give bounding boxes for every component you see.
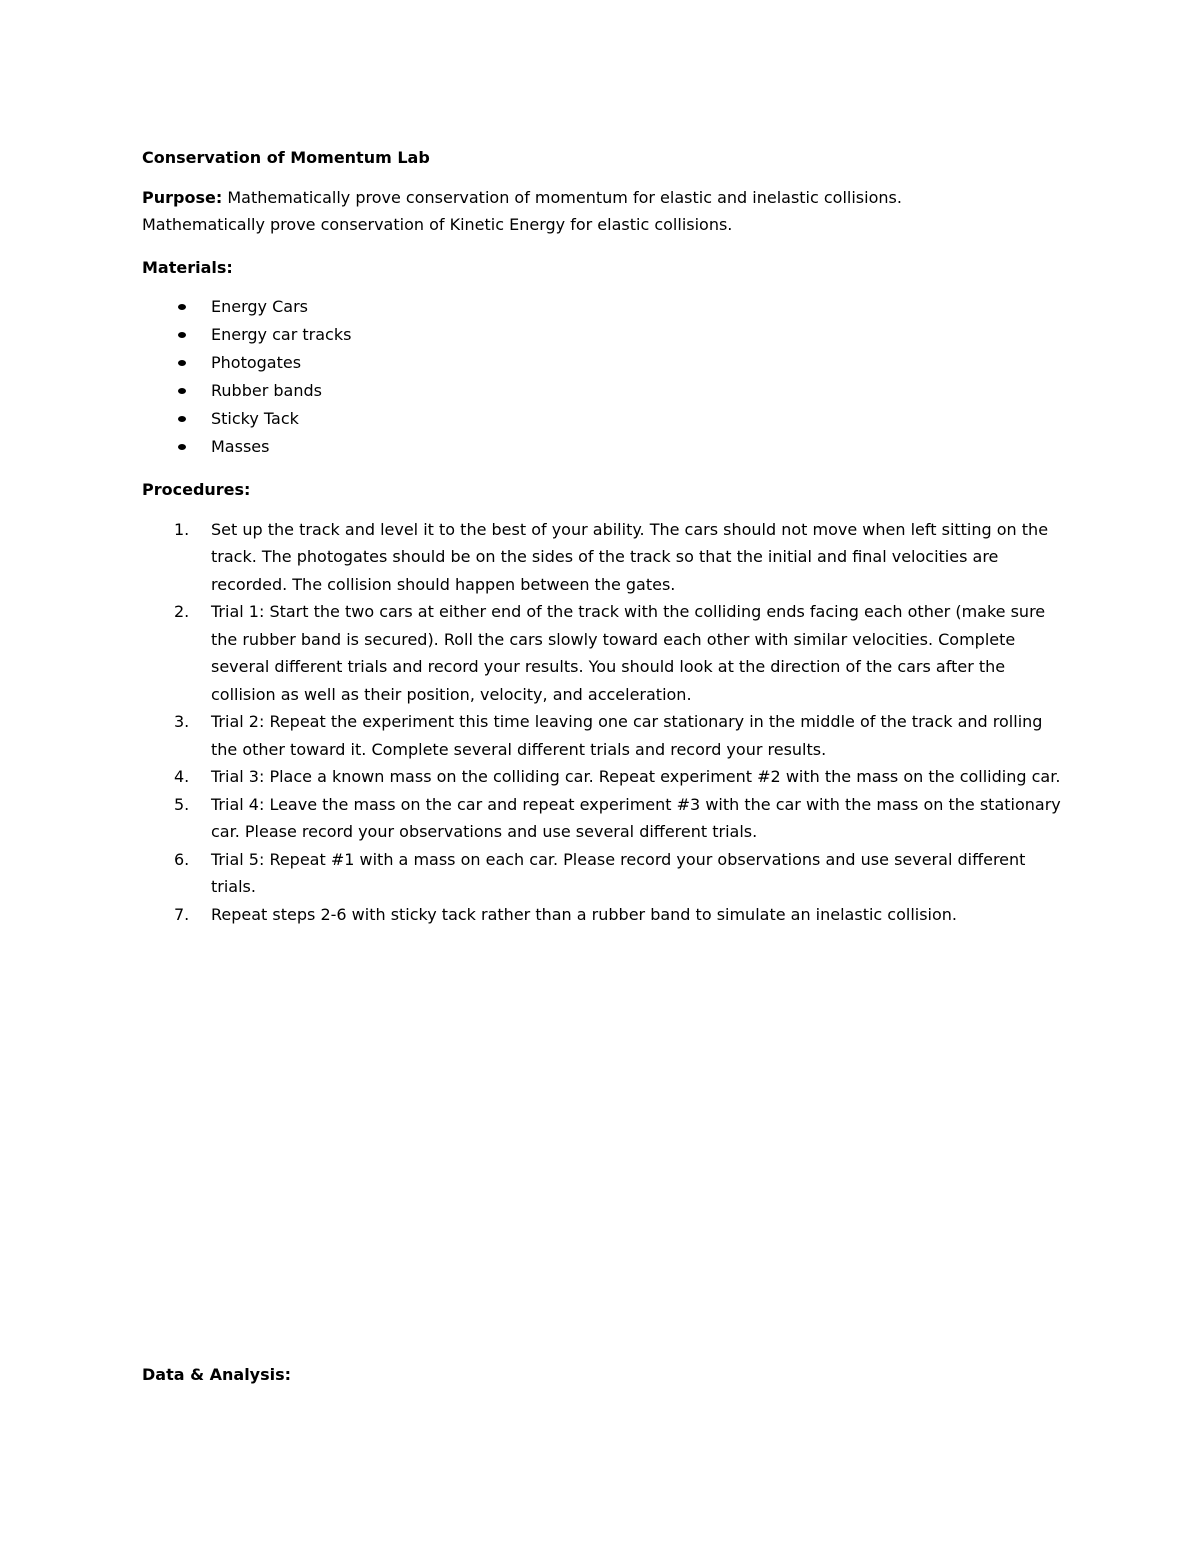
- list-item: [142, 349, 1062, 377]
- list-item: [142, 377, 1062, 405]
- bullet-icon: [178, 444, 186, 450]
- list-item: [142, 846, 1062, 901]
- list-item: [142, 293, 1062, 321]
- procedures-heading: Procedures:: [142, 480, 251, 499]
- purpose-label: Purpose:: [142, 187, 223, 207]
- list-item: [142, 433, 1062, 461]
- bullet-icon: [178, 332, 186, 338]
- step-text: Trial 4: Leave the mass on the car and repeat experiment #3 with the car with the mass on the stationary car. Please record your observations and use several different trials.: [211, 794, 1061, 841]
- step-number: 6.: [174, 849, 190, 869]
- data-analysis-heading: Data & Analysis:: [142, 1365, 292, 1384]
- material-text: Masses: [211, 437, 270, 456]
- bullet-icon: [178, 416, 186, 422]
- material-text: Sticky Tack: [211, 409, 299, 428]
- step-number: 7.: [174, 904, 190, 924]
- step-text: Trial 5: Repeat #1 with a mass on each car. Please record your observations and use several different trials.: [211, 849, 1026, 896]
- purpose-line-1: [142, 184, 1062, 212]
- list-item: [142, 791, 1062, 846]
- step-number: 3.: [174, 712, 190, 731]
- step-text: Trial 3: Place a known mass on the colliding car. Repeat experiment #2 with the mass on the colliding car.: [211, 767, 1061, 786]
- purpose-text-1: Mathematically prove conservation of momentum for elastic and inelastic collisions.: [227, 187, 902, 207]
- step-text: Set up the track and level it to the best of your ability. The cars should not move when left sitting on the track. The photogates should be on the sides of the track so that the initial and final velocities are recorded. The collision should happen between the gates.: [211, 519, 1049, 594]
- step-text: Repeat steps 2-6 with sticky tack rather than a rubber band to simulate an inelastic collision.: [211, 904, 958, 924]
- document-content: [142, 144, 1062, 928]
- list-item: [142, 516, 1062, 599]
- step-number: 2.: [174, 602, 190, 621]
- materials-heading: Materials:: [142, 257, 233, 277]
- step-text: Trial 2: Repeat the experiment this time leaving one car stationary in the middle of the track and rolling the other toward it. Complete several different trials and record your results.: [211, 712, 1043, 759]
- procedures-list: [142, 516, 1062, 929]
- material-text: Rubber bands: [211, 381, 322, 400]
- step-number: 4.: [174, 767, 190, 786]
- list-item: [142, 901, 1062, 929]
- bullet-icon: [178, 388, 186, 394]
- list-item: [142, 598, 1062, 708]
- document-title: Conservation of Momentum Lab: [142, 148, 430, 167]
- list-item: [142, 405, 1062, 433]
- step-number: 5.: [174, 794, 190, 814]
- step-text: Trial 1: Start the two cars at either end of the track with the colliding ends facing each other (make sure the rubber band is secured). Roll the cars slowly toward each other with similar velocities. Complete several different trials and record your results. You should look at the direction of the cars after the collision as well as their position, velocity, and acceleration.: [211, 602, 1046, 704]
- list-item: [142, 708, 1062, 763]
- bullet-icon: [178, 304, 186, 310]
- materials-list: [142, 293, 1062, 461]
- bullet-icon: [178, 360, 186, 366]
- step-number: 1.: [174, 519, 190, 539]
- purpose-section: [142, 184, 1062, 239]
- material-text: Photogates: [211, 353, 302, 372]
- list-item: [142, 321, 1062, 349]
- material-text: Energy car tracks: [211, 325, 352, 344]
- purpose-text-2: Mathematically prove conservation of Kinetic Energy for elastic collisions.: [142, 215, 733, 234]
- list-item: [142, 763, 1062, 791]
- material-text: Energy Cars: [211, 297, 308, 316]
